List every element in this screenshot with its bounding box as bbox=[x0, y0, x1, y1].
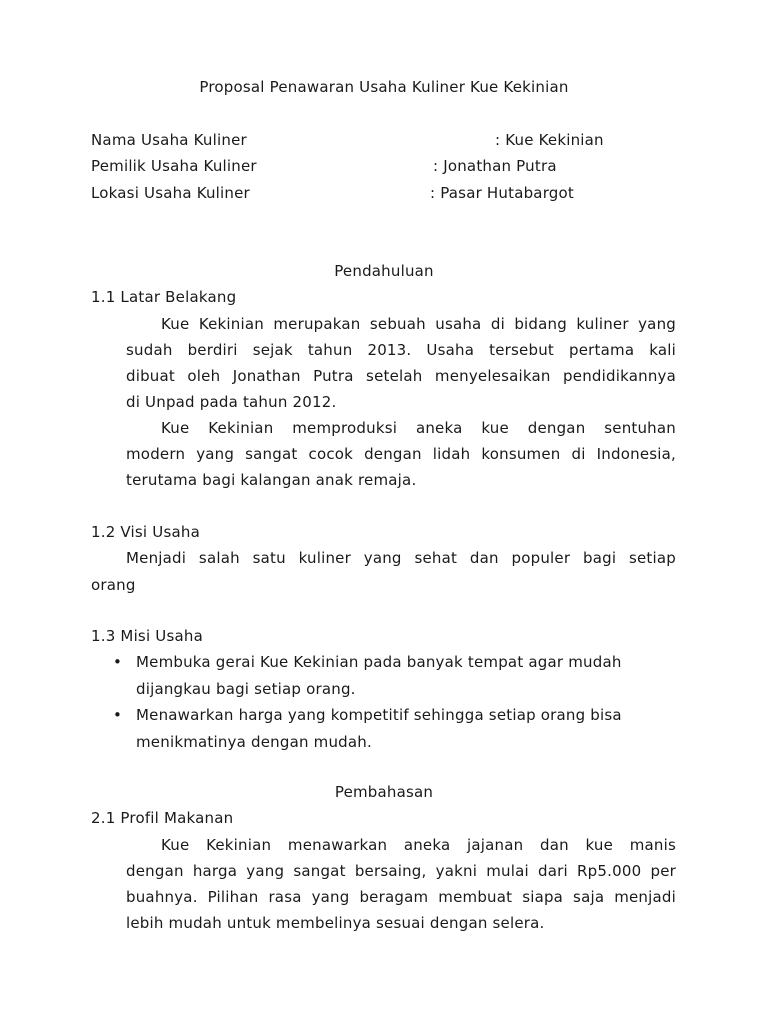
paragraph-line: Menjadi salah satu kuliner yang sehat dan populer bagi setiap bbox=[126, 549, 676, 567]
paragraph-line: lebih mudah untuk membelinya sesuai dengan selera. bbox=[126, 914, 545, 932]
section-heading-pendahuluan: Pendahuluan bbox=[334, 262, 434, 280]
paragraph-line: Kue Kekinian merupakan sebuah usaha di bidang kuliner yang bbox=[161, 315, 676, 333]
subheading-profil-makanan: 2.1 Profil Makanan bbox=[91, 809, 234, 827]
paragraph-line: sudah berdiri sejak tahun 2013. Usaha tersebut pertama kali bbox=[126, 341, 676, 359]
paragraph-line: modern yang sangat cocok dengan lidah konsumen di Indonesia, bbox=[126, 445, 676, 463]
paragraph-line: dibuat oleh Jonathan Putra setelah menyelesaikan pendidikannya bbox=[126, 367, 676, 385]
list-item-line: dijangkau bagi setiap orang. bbox=[136, 680, 356, 698]
info-label-lokasi: Lokasi Usaha Kuliner bbox=[91, 184, 250, 202]
info-value-pemilik: : Jonathan Putra bbox=[433, 157, 557, 175]
subheading-misi-usaha: 1.3 Misi Usaha bbox=[91, 627, 203, 645]
paragraph-line: Kue Kekinian memproduksi aneka kue dengan sentuhan bbox=[161, 419, 676, 437]
subheading-visi-usaha: 1.2 Visi Usaha bbox=[91, 523, 200, 541]
paragraph-line: orang bbox=[91, 576, 136, 594]
list-item-line: menikmatinya dengan mudah. bbox=[136, 733, 372, 751]
info-value-lokasi: : Pasar Hutabargot bbox=[430, 184, 574, 202]
bullet-icon: • bbox=[113, 706, 123, 724]
info-label-pemilik: Pemilik Usaha Kuliner bbox=[91, 157, 257, 175]
document-title: Proposal Penawaran Usaha Kuliner Kue Kekinian bbox=[199, 78, 569, 96]
info-value-nama: : Kue Kekinian bbox=[495, 131, 604, 149]
section-heading-pembahasan: Pembahasan bbox=[334, 783, 434, 801]
paragraph-line: dengan harga yang sangat bersaing, yakni mulai dari Rp5.000 per bbox=[126, 862, 676, 880]
subheading-latar-belakang: 1.1 Latar Belakang bbox=[91, 288, 237, 306]
bullet-icon: • bbox=[113, 653, 123, 671]
paragraph-line: di Unpad pada tahun 2012. bbox=[126, 393, 337, 411]
paragraph-line: terutama bagi kalangan anak remaja. bbox=[126, 471, 417, 489]
list-item-line: Membuka gerai Kue Kekinian pada banyak tempat agar mudah bbox=[136, 653, 622, 671]
list-item-line: Menawarkan harga yang kompetitif sehingga setiap orang bisa bbox=[136, 706, 622, 724]
paragraph-line: buahnya. Pilihan rasa yang beragam membuat siapa saja menjadi bbox=[126, 888, 676, 906]
paragraph-line: Kue Kekinian menawarkan aneka jajanan dan kue manis bbox=[161, 836, 676, 854]
info-label-nama: Nama Usaha Kuliner bbox=[91, 131, 247, 149]
